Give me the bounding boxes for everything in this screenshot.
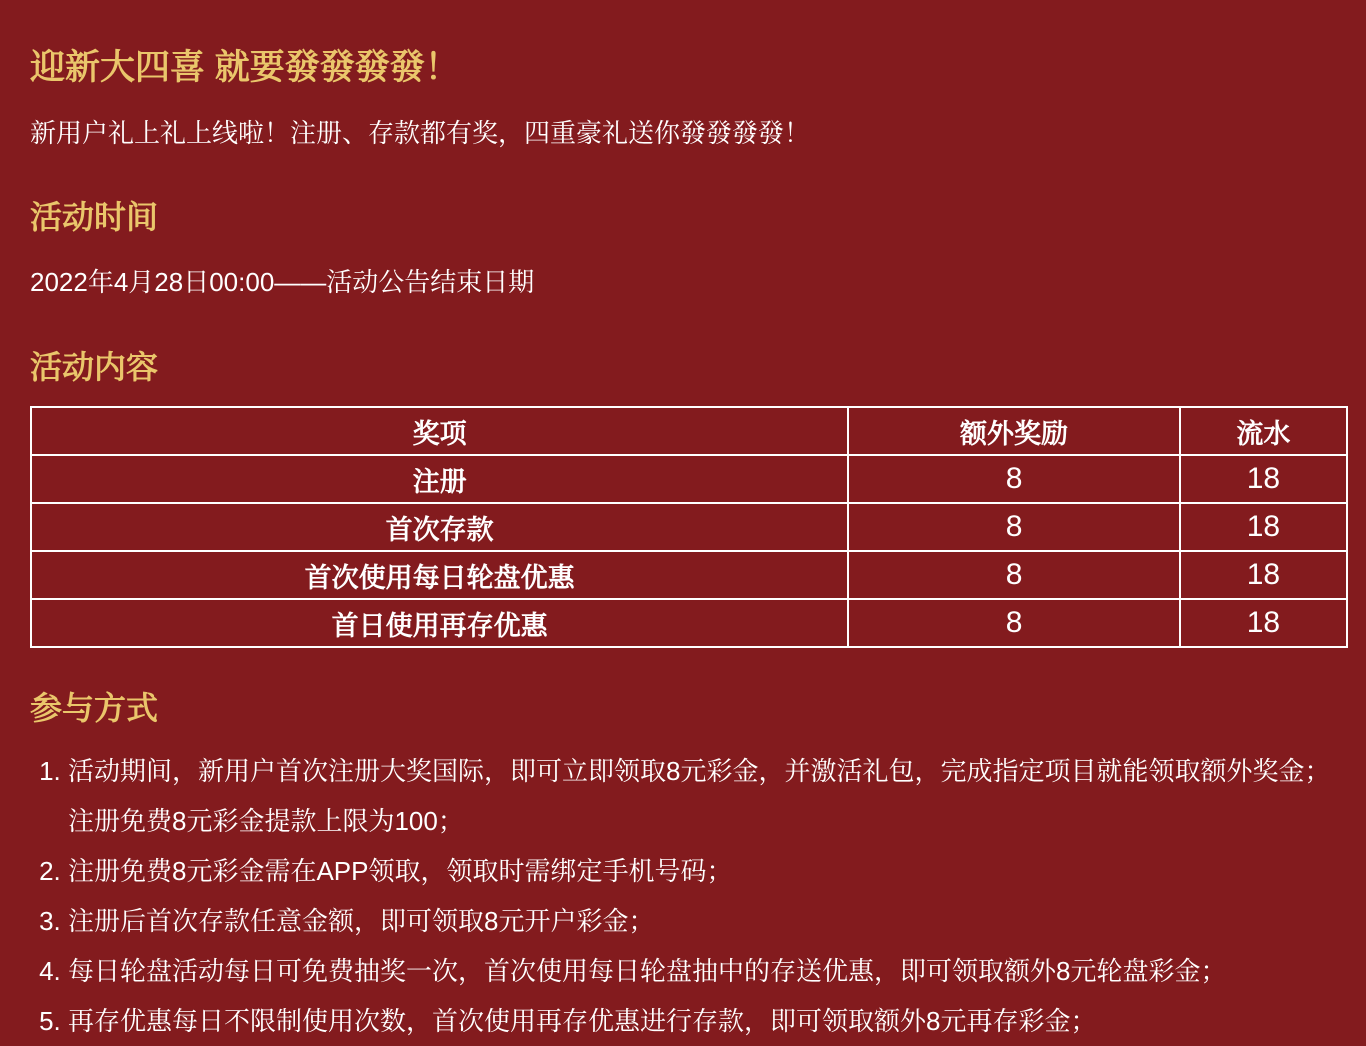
cell-prize: 首次存款 [31, 503, 848, 551]
cell-turnover: 18 [1180, 551, 1347, 599]
cell-prize: 首次使用每日轮盘优惠 [31, 551, 848, 599]
table-header-turnover: 流水 [1180, 407, 1347, 455]
participation-item: 5. 再存优惠每日不限制使用次数，首次使用再存优惠进行存款，即可领取额外8元再存彩金； [68, 996, 1348, 1046]
section-heading-participation: 参与方式 [30, 690, 159, 726]
page-title: 迎新大四喜 就要發發發發！ [30, 48, 460, 87]
participation-item: 1. 活动期间，新用户首次注册大奖国际，即可立即领取8元彩金，并激活礼包，完成指定项目就能领取额外奖金；注册免费8元彩金提款上限为100； [68, 746, 1348, 846]
participation-list [30, 746, 1348, 1046]
cell-extra-reward: 8 [848, 599, 1180, 647]
table-row [31, 503, 1347, 551]
table-row [31, 455, 1347, 503]
cell-prize: 首日使用再存优惠 [31, 599, 848, 647]
cell-turnover: 18 [1180, 599, 1347, 647]
page-subtitle: 新用户礼上礼上线啦！注册、存款都有奖，四重豪礼送你發發發發！ [30, 118, 811, 148]
section-heading-activity-time: 活动时间 [30, 199, 159, 235]
activity-time-value: 2022年4月28日00:00——活动公告结束日期 [30, 267, 535, 297]
participation-item: 4. 每日轮盘活动每日可免费抽奖一次，首次使用每日轮盘抽中的存送优惠，即可领取额外8元轮盘彩金； [68, 946, 1348, 996]
cell-prize: 注册 [31, 455, 848, 503]
cell-extra-reward: 8 [848, 503, 1180, 551]
table-header-row [31, 407, 1347, 455]
table-row [31, 551, 1347, 599]
rewards-table [30, 406, 1348, 648]
participation-item: 2. 注册免费8元彩金需在APP领取，领取时需绑定手机号码； [68, 846, 1348, 896]
table-header-extra-reward: 额外奖励 [848, 407, 1180, 455]
participation-item: 3. 注册后首次存款任意金额，即可领取8元开户彩金； [68, 896, 1348, 946]
table-row [31, 599, 1347, 647]
table-header-prize: 奖项 [31, 407, 848, 455]
section-heading-activity-content: 活动内容 [30, 349, 159, 385]
cell-turnover: 18 [1180, 455, 1347, 503]
cell-turnover: 18 [1180, 503, 1347, 551]
cell-extra-reward: 8 [848, 455, 1180, 503]
cell-extra-reward: 8 [848, 551, 1180, 599]
